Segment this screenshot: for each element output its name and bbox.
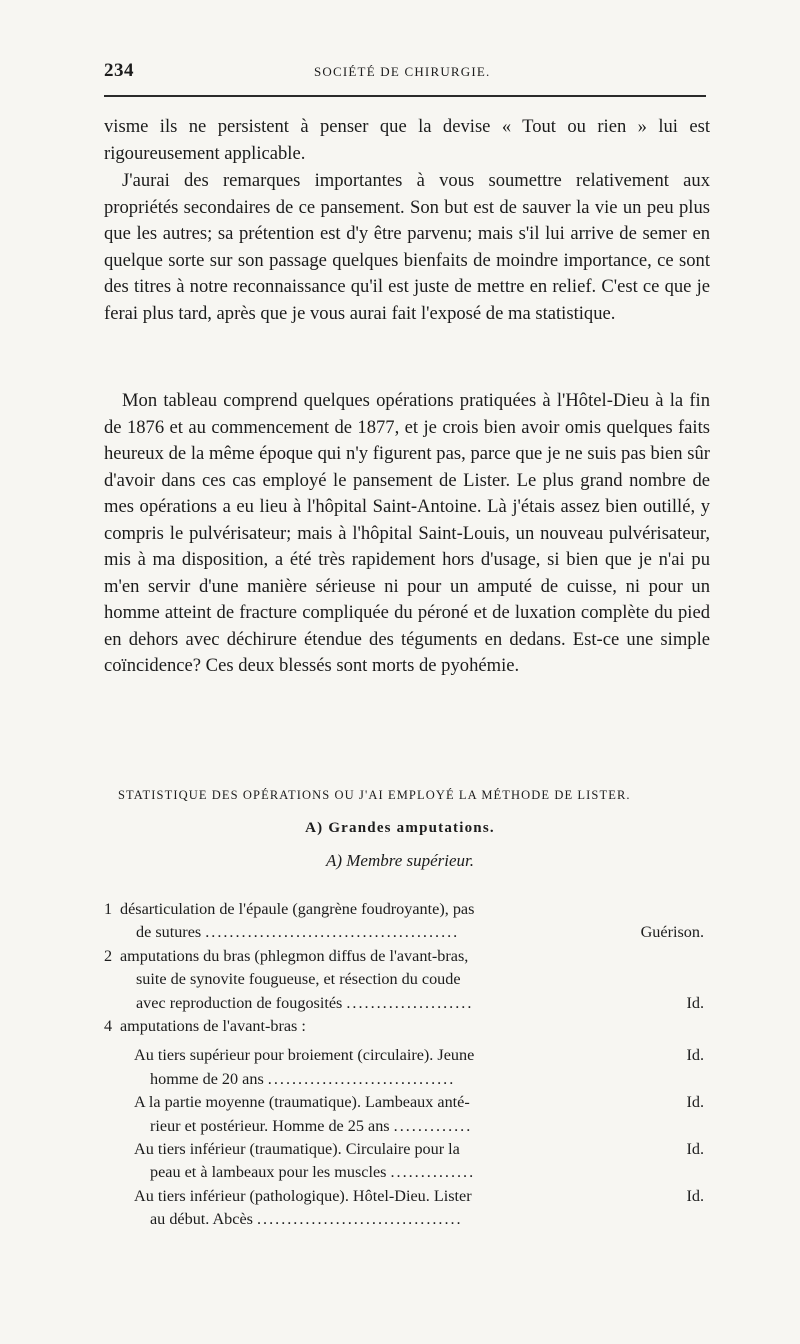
- leader-dots: ..................................: [257, 1210, 463, 1229]
- entry-count: 4: [104, 1017, 113, 1036]
- paragraph-text: visme ils ne persistent à penser que la devise « Tout ou rien » lui est rigoureusement applicable.: [104, 116, 710, 164]
- entry-text: au début. Abcès: [150, 1210, 253, 1229]
- entry-text: de sutures: [136, 923, 202, 942]
- page-number: 234: [104, 60, 134, 81]
- paragraph-text: J'aurai des remarques importantes à vous soumettre relativement aux propriétés secondaires de ce pansement. Son but est de sauver la vie un peu plus que les autres; sa prétention est d'y être parvenu; mais s'il lui arrive de semer en quelque sorte sur son passage quelques bienfaits de moindre importance, ce sont des titres à notre reconnaissance qu'il est juste de mettre en relief. C'est ce que je ferai plus tard, après que je vous aurai fait l'exposé de ma statistique.: [104, 170, 710, 324]
- entry-outcome: Id.: [686, 993, 704, 1012]
- paragraph-1: [104, 114, 710, 167]
- list-item: [104, 898, 704, 945]
- entry-outcome: Id.: [686, 1046, 704, 1065]
- entry-outcome: Id.: [686, 1093, 704, 1112]
- entry-count: 2: [104, 946, 113, 965]
- leader-dots: .............: [393, 1116, 473, 1135]
- entry-line: amputations de l'avant-bras :: [120, 1017, 306, 1036]
- leader-dots: ..........................................: [205, 923, 460, 942]
- leader-dots: .....................: [346, 993, 474, 1012]
- leader-dots: ...............................: [267, 1069, 456, 1088]
- entry-line: suite de synovite fougueuse, et résection du coude: [136, 970, 461, 989]
- sub-list-item: [104, 1044, 704, 1091]
- sub-list-item: [104, 1185, 704, 1232]
- entry-outcome: Id.: [686, 1186, 704, 1205]
- sub-list-item: [104, 1091, 704, 1138]
- statistics-list: [104, 898, 704, 1232]
- header-rule: [104, 95, 706, 97]
- entry-outcome: Guérison.: [640, 923, 704, 942]
- statistics-title: STATISTIQUE DES OPÉRATIONS OU J'AI EMPLOYÉ LA MÉTHODE DE LISTER.: [118, 788, 631, 802]
- section-heading: A) Grandes amputations.: [305, 820, 495, 836]
- entry-text: avec reproduction de fougosités: [136, 993, 343, 1012]
- entry-text: peau et à lambeaux pour les muscles: [150, 1163, 387, 1182]
- entry-line: A la partie moyenne (traumatique). Lambeaux anté-: [134, 1093, 470, 1112]
- entry-line: Au tiers inférieur (traumatique). Circulaire pour la: [134, 1140, 460, 1159]
- entry-line: désarticulation de l'épaule (gangrène foudroyante), pas: [120, 900, 475, 918]
- list-item: [104, 945, 704, 1015]
- page-header: [104, 60, 706, 88]
- list-item: [104, 1015, 694, 1038]
- entry-count: 1: [104, 900, 113, 918]
- entry-line: Au tiers supérieur pour broiement (circulaire). Jeune: [134, 1046, 475, 1065]
- entry-line: [120, 992, 704, 1015]
- paragraph-2: [104, 168, 710, 327]
- entry-text: rieur et postérieur. Homme de 25 ans: [150, 1116, 390, 1135]
- leader-dots: ..............: [390, 1163, 476, 1182]
- entry-line: Au tiers inférieur (pathologique). Hôtel-Dieu. Lister: [134, 1186, 472, 1205]
- paragraph-3: [104, 388, 710, 680]
- paragraph-text: Mon tableau comprend quelques opérations pratiquées à l'Hôtel-Dieu à la fin de 1876 et au commencement de 1877, et je crois bien avoir omis quelques faits heureux de la même époque qui n'y figurent pas, parce que je ne suis pas bien sûr d'avoir dans ces cas employé le pansement de Lister. Le plus grand nombre de mes opérations a eu lieu à l'hôpital Saint-Antoine. Là j'étais assez bien outillé, y compris le pulvérisateur; mais à l'hôpital Saint-Louis, un nouveau pulvérisateur, mis à ma disposition, a été très rapidement hors d'usage, si bien que je n'ai pu m'en servir d'une manière sérieuse ni pour un amputé de cuisse, ni pour un homme atteint de fracture compliquée du péroné et de luxation complète du pied en dehors avec déchirure étendue des téguments en dedans. Est-ce une simple coïncidence? Ces deux blessés sont morts de pyohémie.: [104, 390, 710, 676]
- entry-line: [120, 921, 704, 944]
- sub-list-item: [104, 1138, 704, 1185]
- entry-outcome: Id.: [686, 1140, 704, 1159]
- subsection-heading: A) Membre supérieur.: [325, 851, 475, 870]
- entry-text: homme de 20 ans: [150, 1069, 264, 1088]
- running-head: SOCIÉTÉ DE CHIRURGIE.: [314, 64, 491, 79]
- entry-line: amputations du bras (phlegmon diffus de l'avant-bras,: [120, 946, 469, 965]
